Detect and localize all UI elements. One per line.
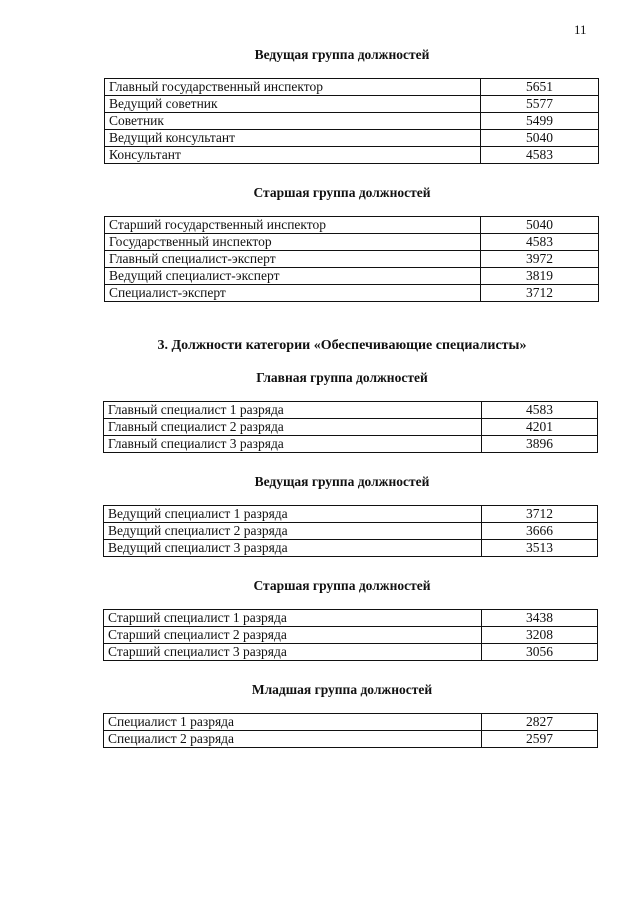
table-row <box>104 506 598 523</box>
table-row <box>104 644 598 661</box>
salary-value: 4583 <box>482 402 598 419</box>
group-heading: Старшая группа должностей <box>253 578 431 593</box>
salary-value: 3972 <box>481 251 599 268</box>
position-name: Главный государственный инспектор <box>105 79 481 96</box>
table-row <box>105 251 599 268</box>
salary-value: 5651 <box>481 79 599 96</box>
salary-value: 3712 <box>481 285 599 302</box>
position-name: Специалист 2 разряда <box>104 731 482 748</box>
salary-value: 3666 <box>482 523 598 540</box>
table-row <box>104 419 598 436</box>
salary-value: 3208 <box>482 627 598 644</box>
group-heading: Младшая группа должностей <box>251 682 433 697</box>
table-row <box>104 610 598 627</box>
position-name: Главный специалист-эксперт <box>105 251 481 268</box>
salary-value: 3513 <box>482 540 598 557</box>
position-name: Ведущий специалист 3 разряда <box>104 540 482 557</box>
position-name: Главный специалист 3 разряда <box>104 436 482 453</box>
table-row <box>105 217 599 234</box>
group-heading: Ведущая группа должностей <box>254 47 430 62</box>
salary-table <box>103 609 598 661</box>
page-number: 11 <box>574 22 587 37</box>
salary-value: 2827 <box>482 714 598 731</box>
position-name: Ведущий советник <box>105 96 481 113</box>
table-row <box>104 523 598 540</box>
table-row <box>105 130 599 147</box>
salary-value: 3896 <box>482 436 598 453</box>
table-row <box>104 540 598 557</box>
salary-table <box>103 713 598 748</box>
table-row <box>105 285 599 302</box>
position-name: Старший специалист 2 разряда <box>104 627 482 644</box>
salary-value: 4201 <box>482 419 598 436</box>
group-heading: Главная группа должностей <box>256 370 428 385</box>
group-heading: Старшая группа должностей <box>253 185 431 200</box>
salary-value: 3819 <box>481 268 599 285</box>
table-row <box>104 714 598 731</box>
position-name: Главный специалист 2 разряда <box>104 419 482 436</box>
salary-table <box>103 401 598 453</box>
group-heading: Ведущая группа должностей <box>254 474 430 489</box>
table-row <box>105 96 599 113</box>
table-row <box>105 113 599 130</box>
salary-table <box>104 216 599 302</box>
salary-value: 2597 <box>482 731 598 748</box>
position-name: Советник <box>105 113 481 130</box>
table-row <box>104 627 598 644</box>
salary-value: 5040 <box>481 130 599 147</box>
position-name: Ведущий специалист 2 разряда <box>104 523 482 540</box>
salary-value: 3056 <box>482 644 598 661</box>
salary-value: 3712 <box>482 506 598 523</box>
position-name: Старший специалист 1 разряда <box>104 610 482 627</box>
salary-table <box>103 505 598 557</box>
table-row <box>104 402 598 419</box>
position-name: Ведущий консультант <box>105 130 481 147</box>
table-row <box>105 79 599 96</box>
position-name: Ведущий специалист-эксперт <box>105 268 481 285</box>
position-name: Старший государственный инспектор <box>105 217 481 234</box>
table-row <box>105 147 599 164</box>
salary-value: 4583 <box>481 147 599 164</box>
table-row <box>104 436 598 453</box>
position-name: Специалист-эксперт <box>105 285 481 302</box>
position-name: Специалист 1 разряда <box>104 714 482 731</box>
section-title: 3. Должности категории «Обеспечивающие специалисты» <box>157 338 527 353</box>
position-name: Старший специалист 3 разряда <box>104 644 482 661</box>
salary-value: 5040 <box>481 217 599 234</box>
salary-value: 5577 <box>481 96 599 113</box>
salary-table <box>104 78 599 164</box>
salary-value: 5499 <box>481 113 599 130</box>
table-row <box>105 234 599 251</box>
position-name: Ведущий специалист 1 разряда <box>104 506 482 523</box>
position-name: Государственный инспектор <box>105 234 481 251</box>
table-row <box>104 731 598 748</box>
position-name: Консультант <box>105 147 481 164</box>
salary-value: 3438 <box>482 610 598 627</box>
position-name: Главный специалист 1 разряда <box>104 402 482 419</box>
salary-value: 4583 <box>481 234 599 251</box>
table-row <box>105 268 599 285</box>
